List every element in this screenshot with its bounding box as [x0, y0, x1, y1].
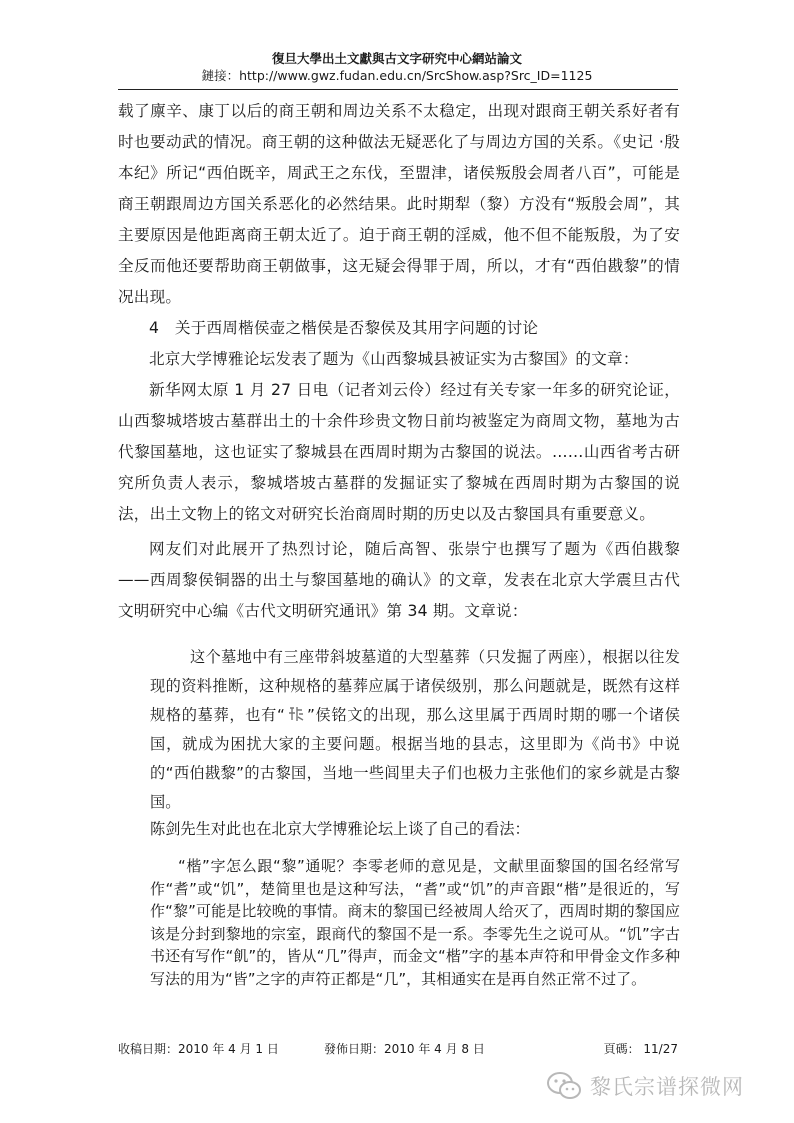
section-heading: 4 关于西周楷侯壶之楷侯是否黎侯及其用字问题的讨论: [149, 319, 539, 337]
page-header: [0, 50, 794, 84]
paragraph-4: 网友们对此展开了热烈讨论，随后高智、张崇宁也撰写了题为《西伯戡黎——西周黎侯铜器的出土与黎国墓地的确认》的文章，发表在北京大学震旦古代文明研究中心编《古代文明研究通讯》第 34 期。文章说：: [118, 540, 680, 620]
block-quote-2: [150, 855, 680, 990]
quote2-text: “楷”字怎么跟“黎”通呢？李零老师的意见是，文献里面黎国的国名经常写作“耆”或“饥”，楚简里也是这种写法，“耆”或“饥”的声音跟“楷”是很近的，写作“黎”可能是比较晚的事情。商末的黎国已经被周人给灭了，西周时期的黎国应该是分封到黎地的宗室，跟商代的黎国不是一系。李零先生之说可从。“饥”字古书还有写作“飢”的，皆从“几”得声，而金文“楷”字的基本声符和甲骨金文作多种写法的用为“皆”之字的声符正都是“几”，其相通实在是再自然正常不过了。: [150, 857, 680, 988]
paragraph-1: 载了廪辛、康丁以后的商王朝和周边关系不太稳定，出现对跟商王朝关系好者有时也要动武的情况。商王朝的这种做法无疑恶化了与周边方国的关系。《史记 ·殷本纪》所记“西伯既辛，周武王之东伐，至盟津，诸侯叛殷会周者八百”，可能是商王朝跟周边方国关系恶化的必然结果。此时期犁（黎）方没有“叛殷会周”，其主要原因是他距离商王朝太近了。迫于商王朝的淫威，他不但不能叛殷，为了安全反而他还要帮助商王朝做事，这无疑会得罪于周，所以，才有“西伯戡黎”的情况出现。: [118, 102, 680, 306]
citation-intro: 陈剑先生对此也在北京大学博雅论坛上谈了自己的看法：: [150, 820, 530, 838]
block-quote-1: [150, 643, 680, 817]
page-footer: [118, 1040, 678, 1058]
main-text: [118, 96, 680, 627]
watermark: [546, 1066, 776, 1106]
header-link-url[interactable]: http://www.gwz.fudan.edu.cn/SrcShow.asp?Src_ID=1125: [239, 68, 593, 83]
published-date: 發佈日期：2010 年 4 月 8 日: [324, 1042, 485, 1056]
paragraph-2: 北京大学博雅论坛发表了题为《山西黎城县被证实为古黎国》的文章：: [149, 350, 639, 368]
header-title: 復旦大學出土文獻與古文字研究中心網站論文: [271, 51, 522, 66]
header-divider: [118, 89, 678, 90]
page-number: 頁碼： 11/27: [603, 1042, 678, 1056]
header-link-label: 鏈接：: [201, 68, 240, 83]
header-link-line: [0, 67, 794, 84]
wechat-icon: [546, 1071, 582, 1101]
ancient-character-glyph-icon: [287, 705, 305, 723]
received-date: 收稿日期：2010 年 4 月 1 日: [118, 1042, 279, 1056]
watermark-text: 黎氏宗谱探微网: [590, 1075, 744, 1099]
quote1-text-a: 这个墓地中有三座带斜坡墓道的大型墓葬（只发掘了两座），根据以往发现的资料推断，这种规格的墓葬应属于诸侯级别，那么问题就是，既然有这样规格的墓葬，也有“: [150, 648, 680, 724]
quote1-text-b: ”侯铭文的出现，那么这里属于西周时期的哪一个诸侯国，就成为困扰大家的主要问题。根据当地的县志，这里即为《尚书》中说的“西伯戡黎”的古黎国，当地一些闾里夫子们也极力主张他们的家乡就是古黎国。: [150, 706, 680, 811]
paragraph-3: 新华网太原 1 月 27 日电（记者刘云伶）经过有关专家一年多的研究论证，山西黎城塔坡古墓群出土的十余件珍贵文物日前均被鉴定为商周文物，墓地为古代黎国墓地，这也证实了黎城县在西周时期为古黎国的说法。……山西省考古研究所负责人表示，黎城塔坡古墓群的发掘证实了黎城在西周时期为古黎国的说法，出土文物上的铭文对研究长治商周时期的历史以及古黎国具有重要意义。: [118, 381, 680, 523]
